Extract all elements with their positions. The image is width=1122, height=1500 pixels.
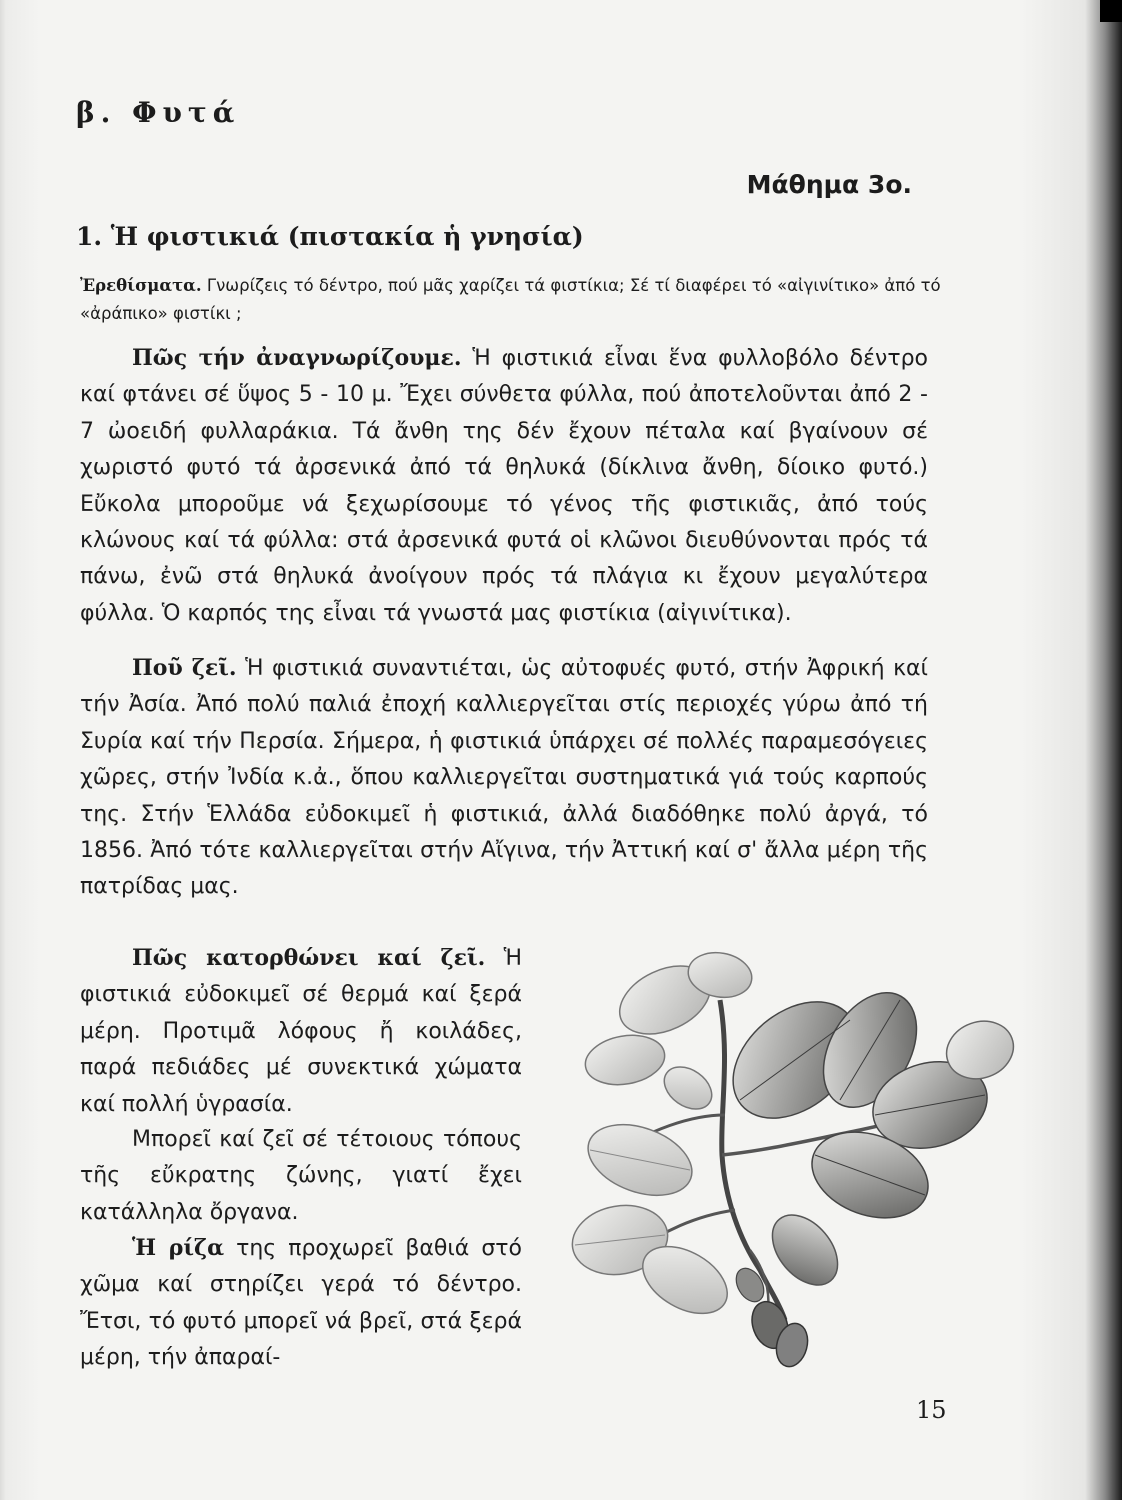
paragraph-text: Ἡ φιστικιά εἶναι ἕνα φυλλοβόλο δέντρο καί φτάνει σέ ὕψος 5 - 10 μ. Ἔχει σύνθετα φύλλα, πού ἀποτελοῦνται ἀπό 2 - 7 ὠοειδή φυλλαράκια. Τά ἄνθη της δέν ἔχουν πέταλα καί βγαίνουν σέ χωριστό φυτό τά ἀρσενικά ἀπό τά θηλυκά (δίκλινα ἄνθη, δίοικο φυτό.) Εὔκολα μποροῦμε νά ξεχωρίσουμε τό γένος τῆς φιστικιᾶς, ἀπό τούς κλώνους καί τά φύλλα: στά ἀρσενικά φυτά οἱ κλῶνοι διευθύνονται πρός τά πάνω, ἐνῶ στά θηλυκά ἀνοίγουν πρός τά πλάγια κι ἔχουν μεγαλύτερα φύλλα. Ὁ καρπός της εἶναι τά γνωστά μας φιστίκια (αἰγινίτικα). bbox=[80, 346, 928, 626]
section-title: β. Φυτά bbox=[76, 96, 241, 129]
paragraph-text: Ἡ φιστικιά συναντιέται, ὡς αὐτοφυές φυτό, στήν Ἀφρική καί τήν Ἀσία. Ἀπό πολύ παλιά ἐποχή καλλιεργεῖται στίς περιοχές γύρω ἀπό τή Συρία καί τήν Περσία. Σήμερα, ἡ φιστικιά ὑπάρχει σέ πολλές παραμεσόγειες χῶρες, στήν Ἰνδία κ.ἀ., ὅπου καλλιεργεῖται συστηματικά γιά τούς καρπούς της. Στήν Ἑλλάδα εὐδοκιμεῖ ἡ φιστικιά, ἀλλά διαδόθηκε πολύ ἀργά, τό 1856. Ἀπό τότε καλλιεργεῖται στήν Αἴγινα, τήν Ἀττική καί σ' ἄλλα μέρη τῆς πατρίδας μας. bbox=[80, 656, 928, 900]
paragraph-lead: Πῶς τήν ἀναγνωρίζουμε. bbox=[132, 345, 462, 371]
lesson-label: Μάθημα 3ο. bbox=[746, 170, 912, 199]
paragraph-text: Ἡ φιστικιά εὐδοκιμεῖ σέ θερμά καί ξερά μέρη. Προτιμᾶ λόφους ἤ κοιλάδες, παρά πεδιάδες μέ συνεκτικά χώματα καί πολλή ὑγρασία. bbox=[80, 946, 522, 1117]
paragraph-text: Μπορεῖ καί ζεῖ σέ τέτοιους τόπους τῆς εὔκρατης ζώνης, γιατί ἔχει κατάλληλα ὄργανα. bbox=[80, 1127, 522, 1225]
paragraph-survival bbox=[80, 940, 522, 1123]
stimuli-text: Γνωρίζεις τό δέντρο, πού μᾶς χαρίζει τά φιστίκια; Σέ τί διαφέρει τό «αἰγινίτικο» ἀπό τό «ἀράπικο» φιστίκι ; bbox=[80, 276, 941, 323]
paragraph-lead: Ποῦ ζεῖ. bbox=[132, 655, 237, 681]
pistachio-branch-illustration bbox=[570, 940, 1020, 1380]
paragraph-root bbox=[80, 1230, 522, 1377]
paragraph-habitat bbox=[80, 650, 928, 906]
page-number: 15 bbox=[916, 1396, 947, 1424]
paragraph-organs bbox=[80, 1122, 522, 1231]
stimuli-paragraph bbox=[80, 272, 960, 328]
paragraph-identification bbox=[80, 340, 928, 632]
subsection-title: 1. Ἡ φιστικιά (πιστακία ἡ γνησία) bbox=[76, 222, 584, 251]
paragraph-lead: Ἡ ρίζα bbox=[132, 1235, 225, 1261]
stimuli-lead: Ἐρεθίσματα. bbox=[80, 276, 202, 295]
paragraph-lead: Πῶς κατορθώνει καί ζεῖ. bbox=[132, 945, 486, 971]
paragraph-text: της προχωρεῖ βαθιά στό χῶμα καί στηρίζει γερά τό δέντρο. Ἔτσι, τό φυτό μπορεῖ νά βρεῖ, στά ξερά μέρη, τήν ἀπαραί- bbox=[80, 1236, 523, 1371]
